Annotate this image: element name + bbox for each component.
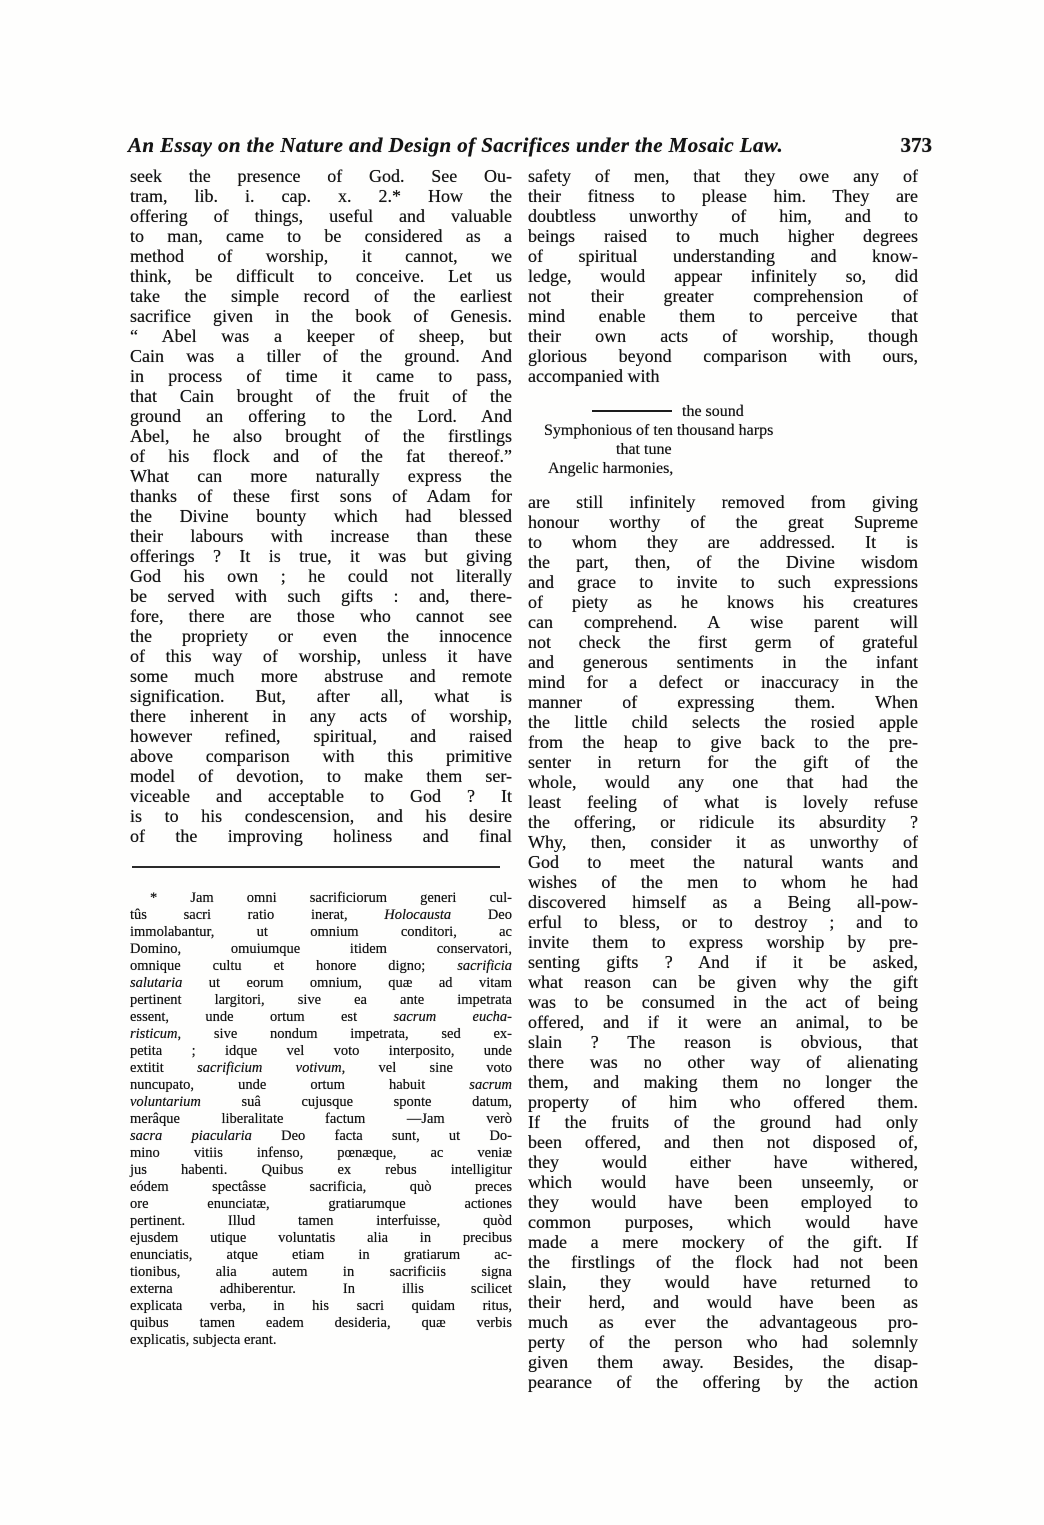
quote-dash-rule — [592, 410, 672, 412]
text-line: mind enable them to perceive that — [528, 306, 918, 326]
text-line: God to meet the natural wants and — [528, 852, 918, 872]
text-line: Abel, he also brought of the firstlings — [130, 426, 512, 446]
text-line: beings raised to much higher degrees — [528, 226, 918, 246]
text-line: immolabantur, ut omnium conditori, ac — [130, 924, 512, 940]
text-line: not check the first germ of grateful — [528, 632, 918, 652]
text-line: be served with such gifts : and, there- — [130, 586, 512, 606]
text-line: signification. But, after all, what is — [130, 686, 512, 706]
text-line: their own acts of worship, though — [528, 326, 918, 346]
text-line: of his flock and of the fat thereof.” — [130, 446, 512, 466]
text-line: accompanied with — [528, 366, 660, 386]
text-line: enunciatis, atque etiam in gratiarum ac- — [130, 1247, 512, 1263]
text-line: and grace to invite to such expressions — [528, 572, 918, 592]
text-line: honour worthy of the great Supreme — [528, 512, 918, 532]
text-line: quibus tamen eadem desideria, quæ verbis — [130, 1315, 512, 1331]
text-line: explicata verba, in his sacri quidam ritus, — [130, 1298, 512, 1314]
text-line: in process of time it came to pass, — [130, 366, 512, 386]
text-line: pearance of the offering by the action — [528, 1372, 918, 1392]
text-line: manner of expressing them. When — [528, 692, 918, 712]
footnote-separator-rule — [132, 866, 500, 868]
text-line: least feeling of what is lovely refuse — [528, 792, 918, 812]
text-line: eódem spectâsse sacrificia, quò preces — [130, 1179, 512, 1195]
text-line: slain ? The reason is obvious, that — [528, 1032, 918, 1052]
text-line: property of him who offered them. — [528, 1092, 918, 1112]
text-line: extitit sacrificium votivum, vel sine voto — [130, 1060, 512, 1076]
text-line: made a mere mockery of the gift. If — [528, 1232, 918, 1252]
text-line: safety of men, that they owe any of — [528, 166, 918, 186]
text-line: they would either have withered, — [528, 1152, 918, 1172]
text-line: externa adhiberentur. In illis scilicet — [130, 1281, 512, 1297]
text-line: senter in return for the gift of the — [528, 752, 918, 772]
text-line: “ Abel was a keeper of sheep, but — [130, 326, 512, 346]
text-line: was to be consumed in the act of being — [528, 992, 918, 1012]
text-line: take the simple record of the earliest — [130, 286, 512, 306]
text-line: them, and making them no longer the — [528, 1072, 918, 1092]
text-line: offering of things, useful and valuable — [130, 206, 512, 226]
text-line: offerings ? It is true, it was but giving — [130, 546, 512, 566]
text-line: ore enunciatæ, gratiarumque actiones — [130, 1196, 512, 1212]
text-line: God his own ; he could not literally — [130, 566, 512, 586]
text-line: glorious beyond comparison with ours, — [528, 346, 918, 366]
text-line: invite them to express worship by pre- — [528, 932, 918, 952]
text-line: much as ever the advantageous pro- — [528, 1312, 918, 1332]
text-line: their labours with increase than these — [130, 526, 512, 546]
text-line: of the improving holiness and final — [130, 826, 512, 846]
text-line: the Divine bounty which had blessed — [130, 506, 512, 526]
text-line: What can more naturally express the — [130, 466, 512, 486]
text-line: * Jam omni sacrificiorum generi cul- — [150, 890, 512, 906]
text-line: jus habenti. Quibus ex rebus intelligitur — [130, 1162, 512, 1178]
text-line: the offering, or ridicule its absurdity ? — [528, 812, 918, 832]
text-line: the sound — [528, 402, 918, 421]
text-line: discovered himself as a Being all-pow- — [528, 892, 918, 912]
text-line: petita ; idque vel voto interposito, unde — [130, 1043, 512, 1059]
text-line: not their greater comprehension of — [528, 286, 918, 306]
text-line: of piety as he knows his creatures — [528, 592, 918, 612]
text-line: they would have been employed to — [528, 1192, 918, 1212]
text-line: tûs sacri ratio inerat, Holocausta Deo — [130, 907, 512, 923]
text-line: mind for a defect or inaccuracy in the — [528, 672, 918, 692]
text-line: the firstlings of the flock had not been — [528, 1252, 918, 1272]
page-number: 373 — [900, 133, 932, 157]
text-line: fore, there are those who cannot see — [130, 606, 512, 626]
text-line: Angelic harmonies, — [548, 460, 674, 477]
text-line: senting gifts ? And if it be asked, — [528, 952, 918, 972]
text-line: which would have been unseemly, or — [528, 1172, 918, 1192]
left-column — [130, 166, 512, 1349]
left-column-body-text — [130, 166, 512, 846]
text-line: merâque liberalitate factum —Jam verò — [130, 1111, 512, 1127]
text-line: Why, then, consider it as unworthy of — [528, 832, 918, 852]
right-column-paragraph-2 — [528, 492, 918, 1392]
text-line: doubtless unworthy of him, and to — [528, 206, 918, 226]
text-line: the little child selects the rosied apple — [528, 712, 918, 732]
text-line: ground an offering to the Lord. And — [130, 406, 512, 426]
text-line: are still infinitely removed from giving — [528, 492, 918, 512]
text-line: viceable and acceptable to God ? It — [130, 786, 512, 806]
text-line: explicatis, subjecta erant. — [130, 1332, 277, 1348]
text-line: salutaria ut eorum omnium, quæ ad vitam — [130, 975, 512, 991]
text-line: think, be difficult to conceive. Let us — [130, 266, 512, 286]
text-line: can comprehend. A wise parent will — [528, 612, 918, 632]
text-line: slain, they would have returned to — [528, 1272, 918, 1292]
text-line: their herd, and would have been as — [528, 1292, 918, 1312]
text-line: that tune — [616, 441, 672, 458]
text-line: from the heap to give back to the pre- — [528, 732, 918, 752]
text-line: erful to bless, or to destroy ; and to — [528, 912, 918, 932]
text-line: however refined, spiritual, and raised — [130, 726, 512, 746]
text-line: omnique cultu et honore digno; sacrificia — [130, 958, 512, 974]
text-line: ejusdem utique voluntatis alia in precibus — [130, 1230, 512, 1246]
text-line: the part, then, of the Divine wisdom — [528, 552, 918, 572]
text-line: wishes of the men to whom he had — [528, 872, 918, 892]
text-line: pertinent largitori, sive ea ante impetrata — [130, 992, 512, 1008]
text-line: of this way of worship, unless it have — [130, 646, 512, 666]
text-line: is to his condescension, and his desire — [130, 806, 512, 826]
text-line: perty of the person who had solemnly — [528, 1332, 918, 1352]
text-line: thanks of these first sons of Adam for — [130, 486, 512, 506]
text-line: common purposes, which would have — [528, 1212, 918, 1232]
text-line: whole, would any one that had the — [528, 772, 918, 792]
text-line: Cain was a tiller of the ground. And — [130, 346, 512, 366]
text-line: Domino, omuiumque itidem conservatori, — [130, 941, 512, 957]
text-line: given them away. Besides, the disap- — [528, 1352, 918, 1372]
text-line: method of worship, it cannot, we — [130, 246, 512, 266]
text-line: that Cain brought of the fruit of the — [130, 386, 512, 406]
right-column-paragraph-1 — [528, 166, 918, 386]
text-line: risticum, sive nondum impetrata, sed ex- — [130, 1026, 512, 1042]
text-line: nuncupato, unde ortum habuit sacrum — [130, 1077, 512, 1093]
text-line: voluntarium suâ cujusque sponte datum, — [130, 1094, 512, 1110]
text-line: to man, came to be considered as a — [130, 226, 512, 246]
text-line: seek the presence of God. See Ou- — [130, 166, 512, 186]
text-line: what reason can be given why the gift — [528, 972, 918, 992]
text-line: above comparison with this primitive — [130, 746, 512, 766]
text-line: there was no other way of alienating — [528, 1052, 918, 1072]
text-line: sacra piacularia Deo facta sunt, ut Do- — [130, 1128, 512, 1144]
text-line: tram, lib. i. cap. x. 2.* How the — [130, 186, 512, 206]
running-head — [128, 133, 932, 157]
text-line: there inherent in any acts of worship, — [130, 706, 512, 726]
text-line: offered, and if it were an animal, to be — [528, 1012, 918, 1032]
text-line: to whom they are addressed. It is — [528, 532, 918, 552]
text-line: Symphonious of ten thousand harps — [544, 422, 774, 439]
text-line: the propriety or even the innocence — [130, 626, 512, 646]
text-line: mino vitiis infenso, pœnæque, ac veniæ — [130, 1145, 512, 1161]
text-line: pertinent. Illud tamen interfuisse, quòd — [130, 1213, 512, 1229]
text-line: model of devotion, to make them ser- — [130, 766, 512, 786]
text-line: and generous sentiments in the infant — [528, 652, 918, 672]
text-line: If the fruits of the ground had only — [528, 1112, 918, 1132]
text-line: been offered, and then not disposed of, — [528, 1132, 918, 1152]
text-line: of spiritual understanding and know- — [528, 246, 918, 266]
text-line: essent, unde ortum est sacrum eucha- — [130, 1009, 512, 1025]
right-column — [528, 166, 918, 1392]
text-line: ledge, would appear infinitely so, did — [528, 266, 918, 286]
text-line: tionibus, alia autem in sacrificiis signa — [130, 1264, 512, 1280]
footnote-text — [130, 890, 512, 1349]
verse-quotation — [528, 402, 918, 478]
text-line: their fitness to please him. They are — [528, 186, 918, 206]
text-line: sacrifice given in the book of Genesis. — [130, 306, 512, 326]
page-title: An Essay on the Nature and Design of Sacrifices under the Mosaic Law. — [128, 133, 784, 157]
text-line: some much more abstruse and remote — [130, 666, 512, 686]
